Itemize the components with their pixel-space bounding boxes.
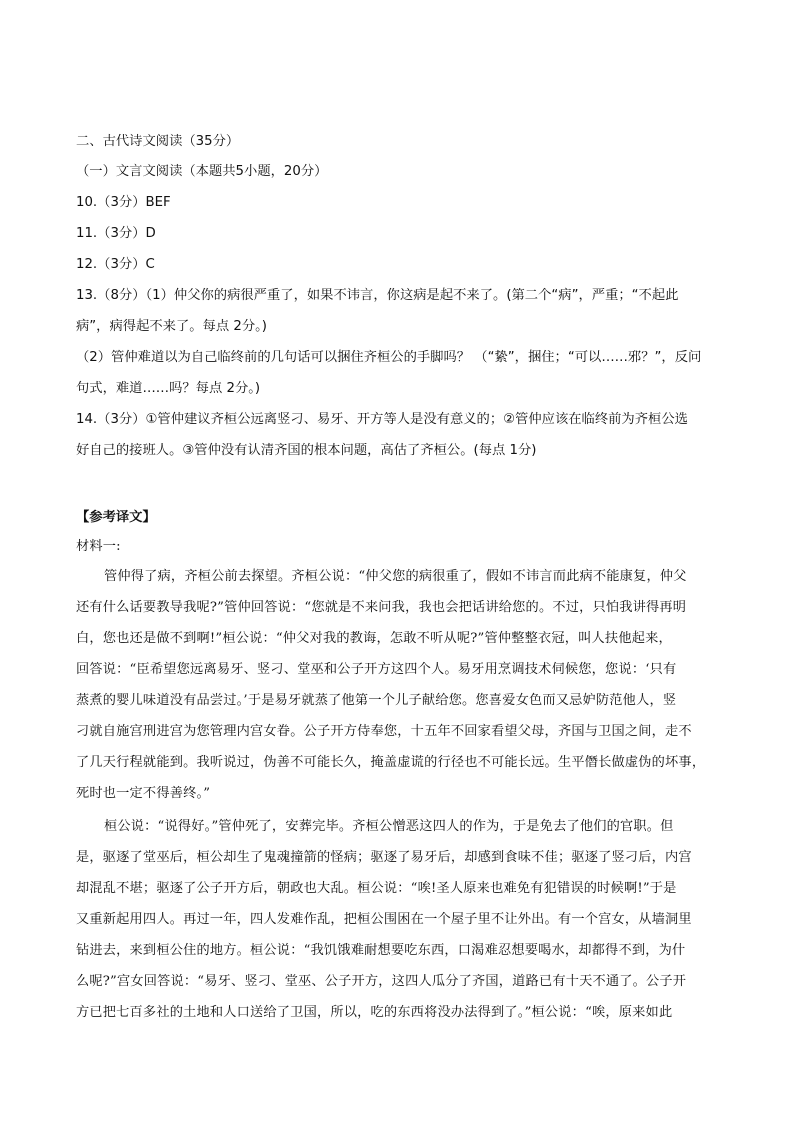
reference-title: 【参考译文】 bbox=[76, 510, 156, 525]
answer-line: 好自己的接班人。③管仲没有认清齐国的根本问题，高估了齐桓公。(每点 1分) bbox=[76, 443, 537, 458]
answer-line: 13.（8分）（1）仲父你的病很严重了，如果不讳言，你这病是起不来了。(第二个“病”，严重；“不起此 bbox=[76, 288, 679, 303]
answer-line: 病”，病得起不来了。每点 2分。) bbox=[76, 319, 267, 334]
translation-line: 白，您也还是做不到啊!”桓公说：“仲父对我的教诲，怎敢不听从呢?”管仲整整衣冠，叫人扶他起来， bbox=[76, 631, 672, 646]
translation-line: 了几天行程就能到。我听说过，伪善不可能长久，掩盖虚谎的行径也不可能长远。生平僭长做虚伪的坏事， bbox=[76, 755, 706, 770]
answer-line: 句式，难道……吗？每点 2分。) bbox=[76, 381, 261, 396]
answer-line: 14.（3分）①管仲建议齐桓公远离竖刁、易牙、开方等人是没有意义的；②管仲应该在临终前为齐桓公选 bbox=[76, 412, 688, 427]
translation-line: 么呢?”宫女回答说：“易牙、竖刁、堂巫、公子开方，这四人瓜分了齐国，道路已有十天不通了。公子开 bbox=[76, 974, 687, 989]
translation-line: 刁就自施宫刑进宫为您管理内宫女眷。公子开方侍奉您，十五年不回家看望父母，齐国与卫国之间，走不 bbox=[76, 724, 692, 739]
subsection-title: （一）文言文阅读（本题共5小题，20分） bbox=[76, 164, 328, 179]
translation-line: 是，驱逐了堂巫后，桓公却生了鬼魂撞箭的怪病；驱逐了易牙后，却感到食味不佳；驱逐了竖刁后，内宫 bbox=[76, 850, 692, 865]
translation-line: 又重新起用四人。再过一年，四人发难作乱，把桓公围困在一个屋子里不让外出。有一个宫女，从墙洞里 bbox=[76, 912, 692, 927]
section-title: 二、古代诗文阅读（35分） bbox=[76, 134, 240, 149]
translation-line: 回答说：“臣希望您远离易牙、竖刁、堂巫和公子开方这四个人。易牙用烹调技术伺候您，您说：‘只有 bbox=[76, 662, 677, 677]
translation-line: 方已把七百多社的土地和人口送给了卫国，所以，吃的东西将没办法得到了。”桓公说：“唉，原来如此 bbox=[76, 1005, 673, 1020]
translation-line: 死时也一定不得善终。” bbox=[76, 786, 211, 801]
translation-line: 桓公说：“说得好。”管仲死了，安葬完毕。齐桓公憎恶这四人的作为，于是免去了他们的官职。但 bbox=[104, 819, 674, 834]
translation-line: 钻进去，来到桓公住的地方。桓公说：“我饥饿难耐想要吃东西，口渴难忍想要喝水，却都得不到，为什 bbox=[76, 943, 686, 958]
translation-line: 还有什么话要教导我呢?”管仲回答说：“您就是不来问我，我也会把话讲给您的。不过，只怕我讲得再明 bbox=[76, 600, 687, 615]
answer-line: 10.（3分）BEF bbox=[76, 195, 171, 210]
answer-line: （2）管仲难道以为自己临终前的几句话可以捆住齐桓公的手脚吗？ （“絷”，捆住；“可以……邪？”，反问 bbox=[76, 350, 702, 365]
translation-line: 蒸煮的婴儿味道没有品尝过。’于是易牙就蒸了他第一个儿子献给您。您喜爱女色而又忌妒防范他人，竖 bbox=[76, 693, 677, 708]
answer-line: 12.（3分）C bbox=[76, 257, 155, 272]
translation-line: 管仲得了病，齐桓公前去探望。齐桓公说：“仲父您的病很重了，假如不讳言而此病不能康复，仲父 bbox=[104, 569, 687, 584]
answer-line: 11.（3分）D bbox=[76, 226, 156, 241]
translation-line: 却混乱不堪；驱逐了公子开方后，朝政也大乱。桓公说：“唉!圣人原来也难免有犯错误的时候啊!”于是 bbox=[76, 881, 677, 896]
material-label: 材料一: bbox=[76, 539, 121, 554]
